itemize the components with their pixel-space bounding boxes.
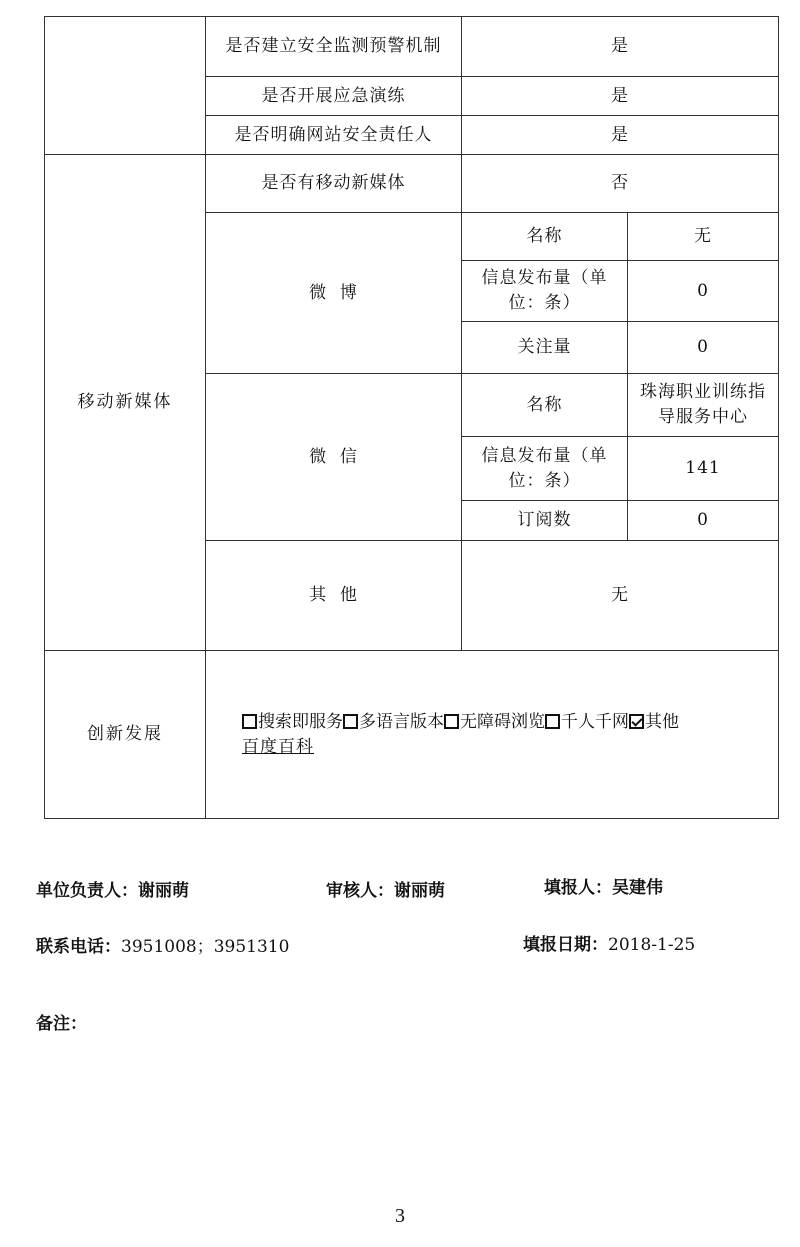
unit-head-value: 谢丽萌 [138, 881, 189, 901]
row-value: 是 [462, 77, 779, 116]
weibo-label: 微 博 [206, 213, 462, 374]
phone-line [36, 932, 289, 957]
filler-value: 吴建伟 [612, 878, 663, 898]
row-value: 是 [462, 116, 779, 155]
wechat-posts-value: 141 [628, 437, 779, 501]
remarks-label: 备注： [36, 1014, 87, 1034]
other-value: 无 [462, 541, 779, 651]
table-row [45, 651, 779, 819]
phone-value: 3951008；3951310 [121, 937, 290, 957]
option-label: 无障碍浏览 [460, 711, 545, 732]
reviewer-line [326, 876, 445, 901]
weibo-follow-value: 0 [628, 322, 779, 374]
innovation-options-cell [206, 651, 779, 819]
table-row [45, 155, 779, 213]
page-number: 3 [395, 1205, 405, 1227]
unit-head-line [36, 876, 189, 901]
innovation-section-label: 创新发展 [45, 651, 206, 819]
wechat-name-label: 名称 [462, 374, 628, 437]
date-line [523, 930, 695, 955]
weibo-name-label: 名称 [462, 213, 628, 261]
checked-checkbox-icon[interactable] [629, 714, 644, 729]
phone-label: 联系电话： [36, 937, 121, 957]
report-table [44, 16, 779, 819]
reviewer-label: 审核人： [326, 881, 394, 901]
empty-section-cell [45, 17, 206, 155]
wechat-label: 微 信 [206, 374, 462, 541]
unit-head-label: 单位负责人： [36, 881, 138, 901]
wechat-name-value: 珠海职业训练指导服务中心 [628, 374, 779, 437]
checkbox-icon[interactable] [242, 714, 257, 729]
other-label: 其 他 [206, 541, 462, 651]
wechat-subs-label: 订阅数 [462, 501, 628, 541]
table-row [45, 17, 779, 77]
row-label: 是否开展应急演练 [206, 77, 462, 116]
weibo-posts-label: 信息发布量（单位：条） [462, 261, 628, 322]
mobile-section-label: 移动新媒体 [45, 155, 206, 651]
option-label: 千人千网 [561, 711, 629, 732]
wechat-posts-label: 信息发布量（单位：条） [462, 437, 628, 501]
row-label: 是否建立安全监测预警机制 [206, 17, 462, 77]
other-option-text: 百度百科 [242, 736, 314, 757]
checkbox-icon[interactable] [545, 714, 560, 729]
date-label: 填报日期： [523, 935, 608, 955]
weibo-name-value: 无 [628, 213, 779, 261]
row-value: 是 [462, 17, 779, 77]
option-label: 多语言版本 [359, 711, 444, 732]
row-label: 是否明确网站安全责任人 [206, 116, 462, 155]
weibo-posts-value: 0 [628, 261, 779, 322]
filler-line [544, 873, 663, 898]
filler-label: 填报人： [544, 878, 612, 898]
innovation-options [242, 710, 772, 735]
checkbox-icon[interactable] [444, 714, 459, 729]
reviewer-value: 谢丽萌 [394, 881, 445, 901]
option-label: 其他 [645, 711, 679, 732]
weibo-follow-label: 关注量 [462, 322, 628, 374]
date-value: 2018-1-25 [608, 935, 696, 955]
checkbox-icon[interactable] [343, 714, 358, 729]
wechat-subs-value: 0 [628, 501, 779, 541]
row-value: 否 [462, 155, 779, 213]
option-label: 搜索即服务 [258, 711, 343, 732]
row-label: 是否有移动新媒体 [206, 155, 462, 213]
